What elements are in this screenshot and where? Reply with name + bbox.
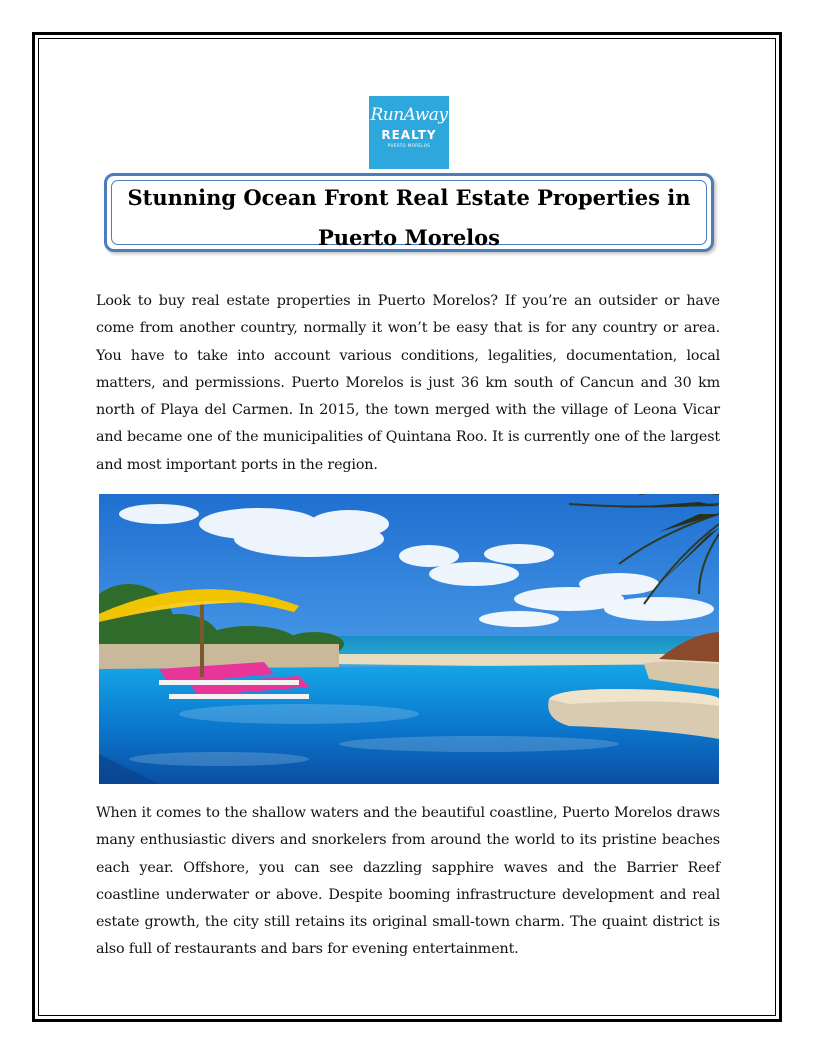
coastline-paragraph: When it comes to the shallow waters and the beautiful coastline, Puerto Morelos draws many enthusiastic divers and snorkelers from around the world to its pristine beaches each year. Offshore, you can see dazzling sapphire waves and the Barrier Reef coastline underwater or above. Despite booming infrastructure development and real estate growth, the city still retains its original small-town charm. The quaint district is also full of restaurants and bars for evening entertainment. — [96, 805, 720, 958]
logo-script-text: RunAway — [370, 105, 448, 125]
logo-sub-text: PUERTO MORELOS — [387, 143, 431, 148]
resort-pool-photo — [99, 494, 719, 784]
logo-brand-text: REALTY — [381, 128, 437, 142]
intro-paragraph: Look to buy real estate properties in Puerto Morelos? If you’re an outsider or have come from another country, normally it won’t be easy that is for any country or area. You have to take into account various conditions, legalities, documentation, local matters, and permissions. Puerto Morelos is just 36 km south of Cancun and 30 km north of Playa del Carmen. In 2015, the town merged with the village of Leona Vicar and became one of the municipalities of Quintana Roo. It is currently one of the largest and most important ports in the region. — [96, 293, 720, 473]
page-title: Stunning Ocean Front Real Estate Properties in Puerto Morelos — [127, 185, 691, 250]
runaway-realty-logo — [369, 96, 449, 169]
